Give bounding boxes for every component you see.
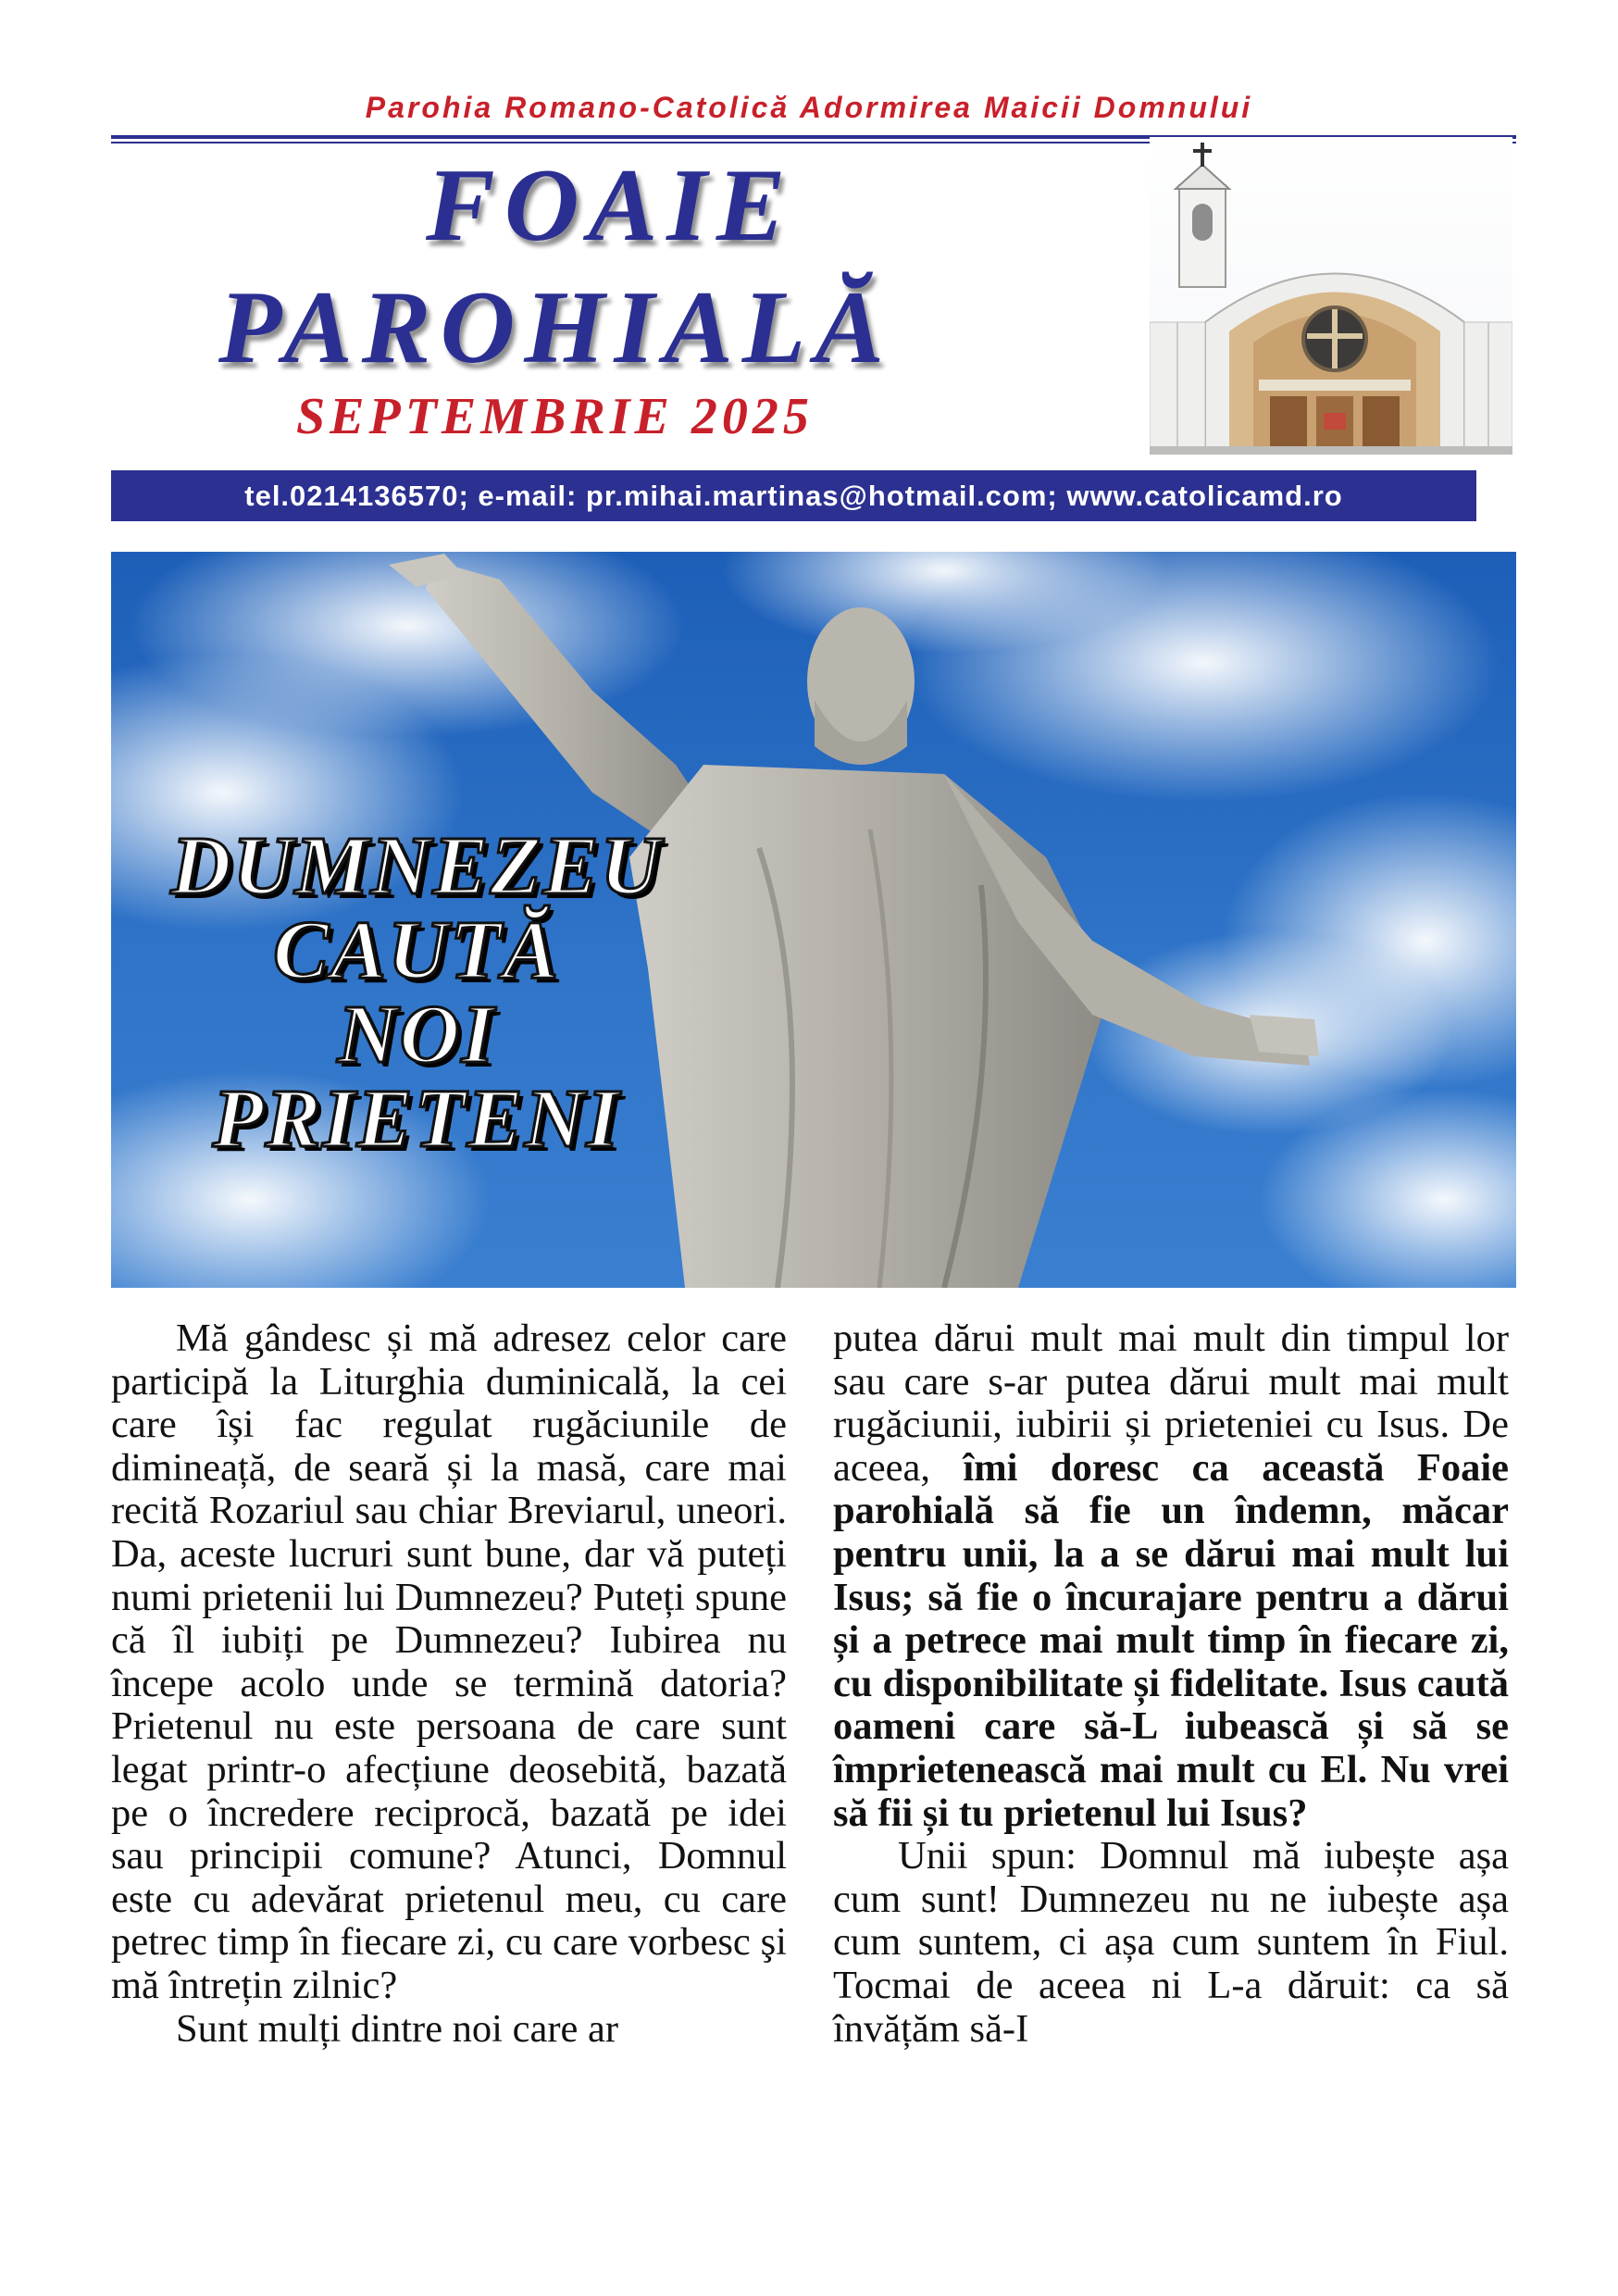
- parish-name: Parohia Romano-Catolică Adormirea Maicii Domnului: [365, 91, 1253, 124]
- slogan-line-1: DUMNEZEU: [170, 820, 663, 912]
- contact-bar: tel.0214136570; e-mail: pr.mihai.martinas@hotmail.com; www.catolicamd.ro: [111, 470, 1476, 521]
- article-paragraph: [833, 1317, 1509, 1835]
- hero-slogan: [139, 820, 694, 1165]
- issue-month: SEPTEMBRIE 2025: [296, 388, 814, 445]
- article-text: putea dărui mult mai mult din timpul lor sau care s-ar putea dărui mult mai mult rugăciunii, iubirii și prieteniei cu Isus. De aceea,: [833, 1316, 1509, 1490]
- church-photo: [1150, 137, 1512, 455]
- slogan-line-3: NOI: [337, 989, 496, 1080]
- article-paragraph: Unii spun: Domnul mă iubește așa cum sunt! Dumnezeu nu ne iubește așa cum suntem, ci așa cum suntem în Fiul. Tocmai de aceea ni L-a dăruit: ca să învățăm să-I: [833, 1834, 1509, 2051]
- slogan-line-2: CAUTĂ: [272, 905, 561, 996]
- article-column-left: [111, 1317, 787, 2051]
- title-line-1: FOAIE: [426, 148, 795, 263]
- article-paragraph: Sunt mulți dintre noi care ar: [176, 2006, 619, 2051]
- article-paragraph: Mă gândesc și mă adresez celor care participă la Liturghia duminicală, la cei care își fac regulat rugăciunile de dimineață, de seară și la masă, care mai recită Rozariul sau chiar Breviarul, uneori. Da, aceste lucruri sunt bune, dar vă puteți numi prietenii lui Dumnezeu? Puteți spune că îl iubiți pe Dumnezeu? Iubirea nu începe acolo unde se termină datoria? Prietenul nu este persoana de care sunt legat printr-o afecțiune deosebită, bazată pe o încredere reciprocă, bazată pe idei sau principii comune? Atunci, Domnul este cu adevărat prietenul meu, cu care petrec timp în fiecare zi, cu care vorbesc şi mă întrețin zilnic?: [111, 1316, 787, 2007]
- title-line-2: PAROHIALĂ: [218, 270, 893, 385]
- article-column-right: [833, 1317, 1509, 2051]
- article-emphasis: îmi doresc ca această Foaie parohială să fie un îndemn, măcar pentru unii, la a se dărui mai mult lui Isus; să fie o încurajare pentru a dărui și a petrece mai mult timp în fiecare zi, cu disponibilitate și fidelitate. Isus caută oameni care să-L iubească și să se împrietenească mai mult cu El. Nu vrei să fii și tu prietenul lui Isus?: [833, 1445, 1509, 1835]
- slogan-line-4: PRIETENI: [212, 1073, 621, 1165]
